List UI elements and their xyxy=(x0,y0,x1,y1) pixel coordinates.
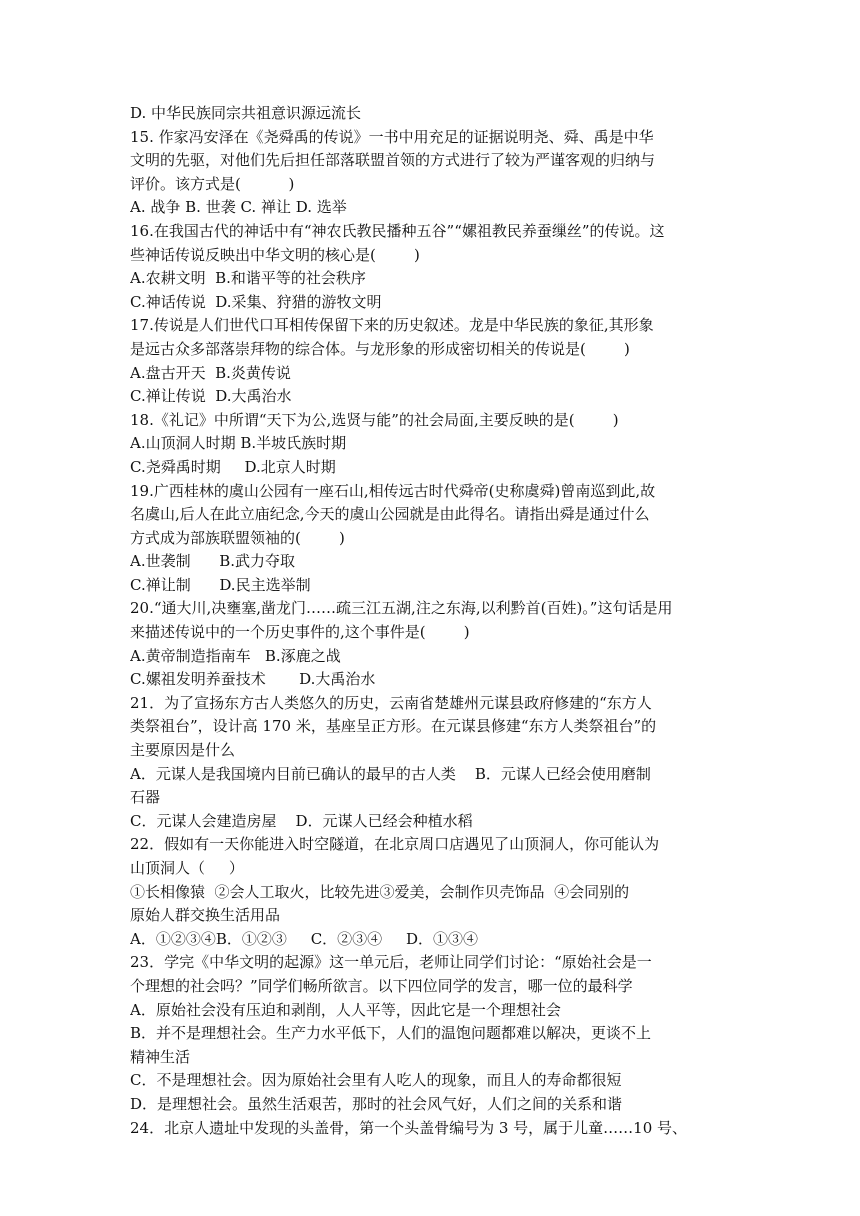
text-line: A.山顶洞人时期 B.半坡氏族时期 xyxy=(130,434,347,453)
text-line: C.嫘祖发明养蚕技术 D.大禹治水 xyxy=(130,670,376,689)
text-line: A.盘古开天 B.炎黄传说 xyxy=(130,363,291,382)
text-line: 文明的先驱，对他们先后担任部落联盟首领的方式进行了较为严谨客观的归纳与 xyxy=(130,151,656,170)
text-line: 15. 作家冯安泽在《尧舜禹的传说》一书中用充足的证据说明尧、舜、禹是中华 xyxy=(130,127,654,146)
text-line: A.世袭制 B.武力夺取 xyxy=(130,552,296,571)
text-line: 原始人群交换生活用品 xyxy=(130,906,281,925)
text-line: 16.在我国古代的神话中有“神农氏教民播种五谷”“嫘祖教民养蚕缫丝”的传说。这 xyxy=(130,221,665,240)
text-line: A．元谋人是我国境内目前已确认的最早的古人类 B．元谋人已经会使用磨制 xyxy=(130,764,651,783)
text-line: 石器 xyxy=(130,788,161,807)
text-line: B．并不是理想社会。生产力水平低下，人们的温饱问题都难以解决，更谈不上 xyxy=(130,1024,652,1043)
text-line: 类祭祖台”，设计高 170 米，基座呈正方形。在元谋县修建“东方人类祭祖台”的 xyxy=(130,717,657,736)
text-line: 评价。该方式是( ) xyxy=(130,174,295,193)
text-line: 精神生活 xyxy=(130,1047,191,1066)
text-line: 方式成为部族联盟领袖的( ) xyxy=(130,528,345,547)
text-line: 20.“通大川,决壅塞,凿龙门……疏三江五湖,注之东海,以利黔首(百姓)。”这句话是用 xyxy=(130,599,673,618)
text-line: 些神话传说反映出中华文明的核心是( ) xyxy=(130,245,420,264)
text-line: A.农耕文明 B.和谐平等的社会秩序 xyxy=(130,269,366,288)
text-line: 主要原因是什么 xyxy=(130,741,236,760)
text-line: A. 战争 B. 世袭 C. 禅让 D. 选举 xyxy=(130,198,347,217)
text-line: 山顶洞人（ ） xyxy=(130,859,244,877)
text-line: 名虞山,后人在此立庙纪念,今天的虞山公园就是由此得名。请指出舜是通过什么 xyxy=(130,505,650,524)
text-line: C.禅让传说 D.大禹治水 xyxy=(130,387,292,406)
text-line: 18.《礼记》中所谓“天下为公,选贤与能”的社会局面,主要反映的是( ) xyxy=(130,410,619,429)
text-line: A．①②③④B．①②③ C．②③④ D．①③④ xyxy=(130,929,479,948)
text-line: C．不是理想社会。因为原始社会里有人吃人的现象，而且人的寿命都很短 xyxy=(130,1071,622,1090)
text-line: 21．为了宣扬东方古人类悠久的历史，云南省楚雄州元谋县政府修建的“东方人 xyxy=(130,693,652,712)
text-line: D．是理想社会。虽然生活艰苦，那时的社会风气好，人们之间的关系和谐 xyxy=(130,1094,623,1113)
text-line: 17.传说是人们世代口耳相传保留下来的历史叙述。龙是中华民族的象征,其形象 xyxy=(130,316,654,335)
text-line: C.神话传说 D.采集、狩猎的游牧文明 xyxy=(130,292,382,311)
text-line: 23．学完《中华文明的起源》这一单元后，老师让同学们讨论：“原始社会是一 xyxy=(130,953,652,972)
text-line: C.尧舜禹时期 D.北京人时期 xyxy=(130,457,336,476)
text-line: 22．假如有一天你能进入时空隧道，在北京周口店遇见了山顶洞人，你可能认为 xyxy=(130,835,660,854)
text-line: D. 中华民族同宗共祖意识源远流长 xyxy=(130,104,362,122)
text-line: 24．北京人遗址中发现的头盖骨，第一个头盖骨编号为 3 号，属于儿童……10 号、 xyxy=(130,1118,688,1137)
text-line: 个理想的社会吗？”同学们畅所欲言。以下四位同学的发言，哪一位的最科学 xyxy=(130,976,633,995)
text-line: A.黄帝制造指南车 B.涿鹿之战 xyxy=(130,646,341,665)
text-line: 来描述传说中的一个历史事件的,这个事件是( ) xyxy=(130,623,470,642)
text-line: 19.广西桂林的虞山公园有一座石山,相传远古时代舜帝(史称虞舜)曾南巡到此,故 xyxy=(130,481,656,500)
text-line: C．元谋人会建造房屋 D．元谋人已经会种植水稻 xyxy=(130,811,473,830)
text-line: 是远古众多部落崇拜物的综合体。与龙形象的形成密切相关的传说是( ) xyxy=(130,339,630,358)
text-line: ①长相像猿 ②会人工取火，比较先进③爱美，会制作贝壳饰品 ④会同别的 xyxy=(130,882,630,901)
text-line: A．原始社会没有压迫和剥削，人人平等，因此它是一个理想社会 xyxy=(130,1000,561,1019)
document-page xyxy=(130,102,742,1140)
text-line: C.禅让制 D.民主选举制 xyxy=(130,575,311,594)
